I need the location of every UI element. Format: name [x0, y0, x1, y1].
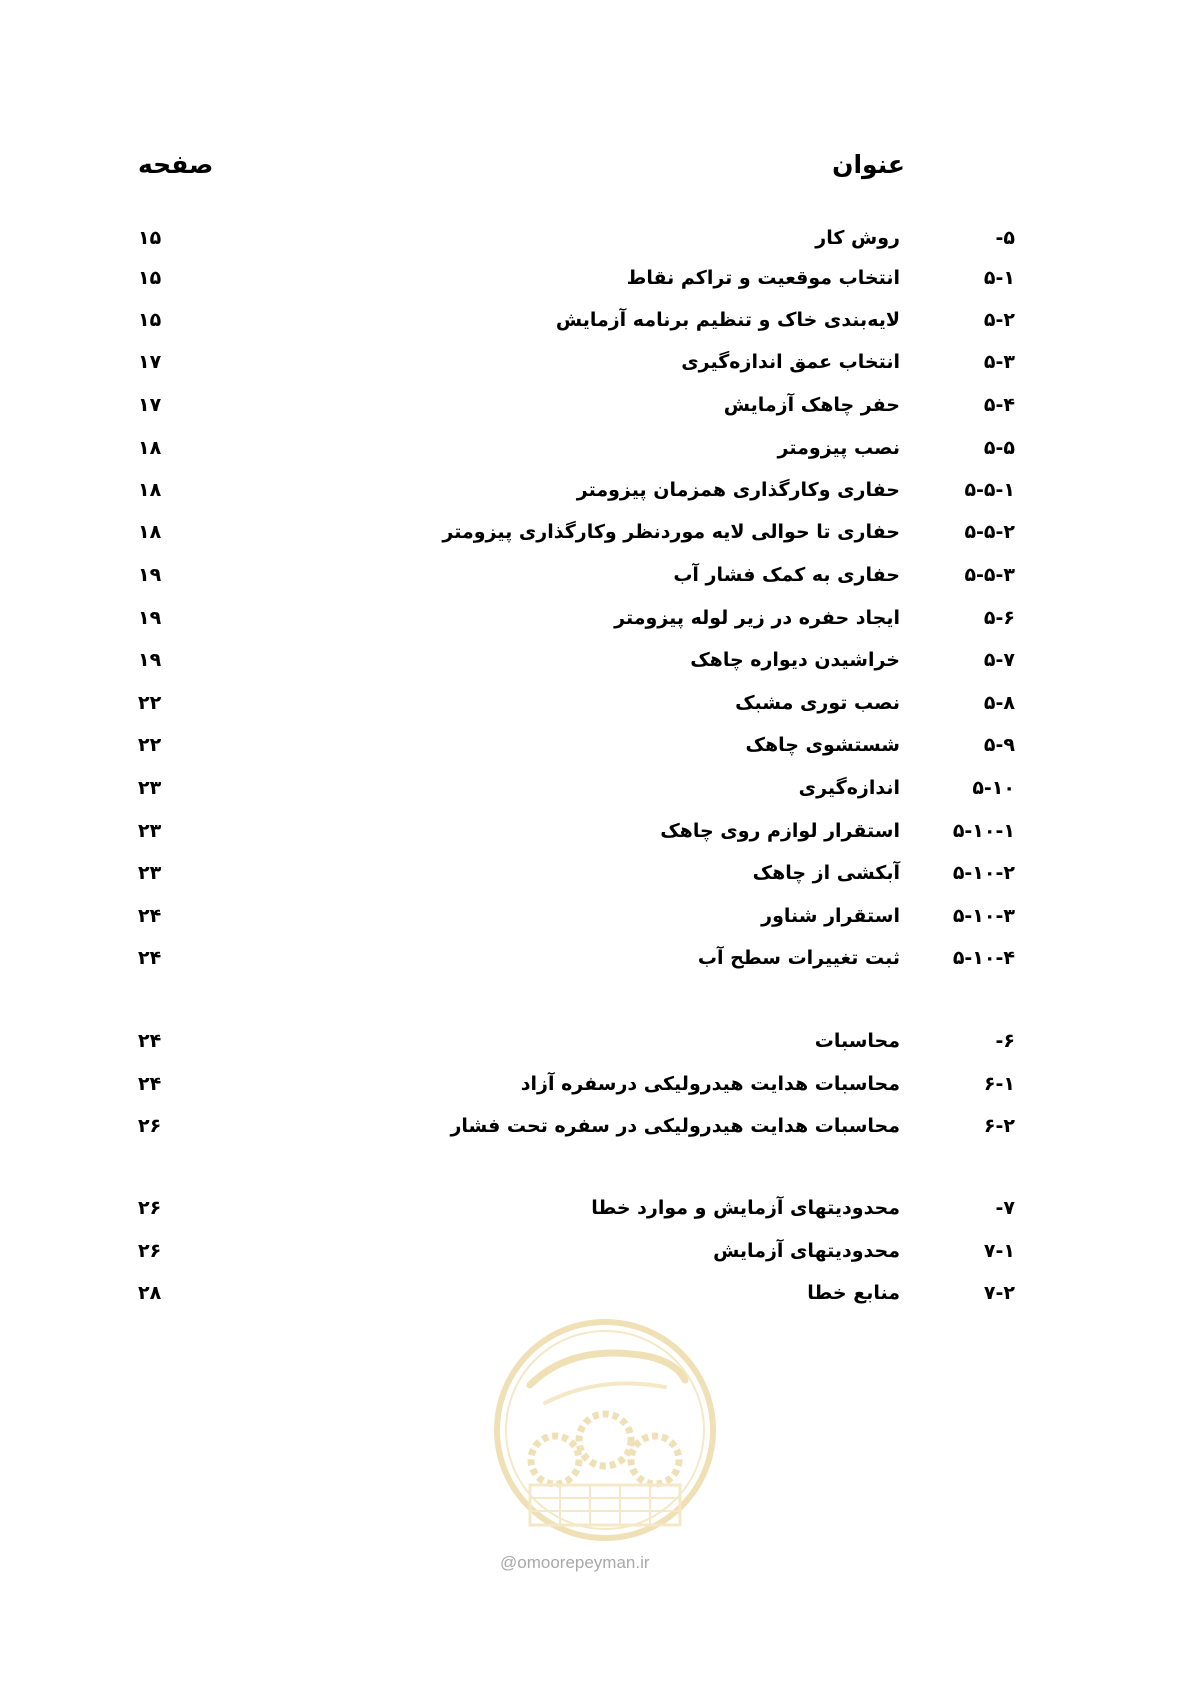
toc-section-number: ۶-۱ [983, 1073, 1015, 1095]
toc-entry[interactable] [0, 820, 1190, 864]
toc-page-number: ۲۴ [138, 905, 162, 927]
toc-page-number: ۲۸ [138, 1282, 162, 1304]
toc-page-number: ۲۴ [138, 1073, 162, 1095]
toc-section-title: محدودیتهای آزمایش و موارد خطا [591, 1197, 900, 1219]
toc-section-title: محدودیتهای آزمایش [713, 1240, 900, 1262]
toc-entry[interactable] [0, 521, 1190, 565]
column-header-title: عنوان [832, 150, 905, 179]
toc-section-title: ایجاد حفره در زیر لوله پیزومتر [614, 607, 900, 629]
toc-entry[interactable] [0, 351, 1190, 395]
toc-section-number: ۵-۱۰-۳ [952, 905, 1015, 927]
toc-section-title: حفاری به کمک فشار آب [673, 564, 900, 586]
toc-page-number: ۲۳ [138, 820, 162, 842]
toc-entry[interactable] [0, 862, 1190, 906]
toc-entry[interactable] [0, 437, 1190, 481]
toc-entry[interactable] [0, 1030, 1190, 1074]
toc-section-title: انتخاب عمق اندازه‌گیری [681, 351, 900, 373]
toc-section-title: محاسبات هدایت هیدرولیکی درسفره آزاد [520, 1073, 900, 1095]
toc-section-number: ۵-۴ [983, 394, 1015, 416]
toc-page-number: ۱۸ [138, 521, 162, 543]
watermark-logo-icon [490, 1315, 720, 1545]
toc-section-number: ۵-۶ [983, 607, 1015, 629]
toc-section-title: محاسبات هدایت هیدرولیکی در سفره تحت فشار [450, 1115, 900, 1137]
toc-entry[interactable] [0, 649, 1190, 693]
toc-page-number: ۲۳ [138, 862, 162, 884]
toc-page-number: ۱۹ [138, 649, 162, 671]
toc-section-title: اندازه‌گیری [798, 777, 900, 799]
toc-section-number: ۵-۱ [983, 267, 1015, 289]
toc-section-number: ۷- [995, 1197, 1015, 1219]
toc-entry[interactable] [0, 227, 1190, 271]
toc-section-title: انتخاب موقعیت و تراکم نقاط [626, 267, 900, 289]
toc-entry[interactable] [0, 905, 1190, 949]
toc-entry[interactable] [0, 734, 1190, 778]
toc-page-number: ۱۷ [138, 351, 162, 373]
toc-page-number: ۲۴ [138, 1030, 162, 1052]
toc-section-title: استقرار لوازم روی چاهک [660, 820, 900, 842]
toc-entry[interactable] [0, 947, 1190, 991]
toc-section-number: ۷-۲ [983, 1282, 1015, 1304]
toc-section-number: ۵-۵-۱ [964, 479, 1015, 501]
toc-section-number: ۵-۵-۲ [964, 521, 1015, 543]
toc-page-number: ۱۹ [138, 564, 162, 586]
toc-entry[interactable] [0, 607, 1190, 651]
toc-section-number: ۵-۱۰-۲ [952, 862, 1015, 884]
toc-page-number: ۱۵ [138, 227, 162, 249]
toc-section-title: نصب پیزومتر [777, 437, 900, 459]
toc-entry[interactable] [0, 1240, 1190, 1284]
toc-page-number: ۲۴ [138, 947, 162, 969]
toc-entry[interactable] [0, 1073, 1190, 1117]
toc-entry[interactable] [0, 394, 1190, 438]
toc-page-number: ۱۸ [138, 479, 162, 501]
column-header-page: صفحه [138, 150, 214, 179]
toc-section-title: نصب توری مشبک [735, 692, 900, 714]
watermark-url: @omoorepeyman.ir [500, 1553, 650, 1572]
toc-entry[interactable] [0, 1115, 1190, 1159]
toc-page-number: ۲۲ [138, 734, 162, 756]
toc-page-number: ۲۲ [138, 692, 162, 714]
toc-page-number: ۲۶ [138, 1240, 162, 1262]
toc-section-title: ثبت تغییرات سطح آب [697, 947, 900, 969]
toc-section-number: ۶-۲ [983, 1115, 1015, 1137]
toc-section-title: لایه‌بندی خاک و تنظیم برنامه آزمایش [555, 309, 900, 331]
toc-section-title: آبکشی از چاهک [752, 862, 900, 884]
toc-page-number: ۱۹ [138, 607, 162, 629]
toc-section-number: ۷-۱ [983, 1240, 1015, 1262]
toc-entry[interactable] [0, 267, 1190, 311]
toc-section-number: ۵-۱۰-۴ [952, 947, 1015, 969]
toc-section-number: ۵-۸ [983, 692, 1015, 714]
toc-page-number: ۱۵ [138, 267, 162, 289]
toc-section-number: ۵-۱۰ [972, 777, 1015, 799]
toc-section-title: خراشیدن دیواره چاهک [690, 649, 900, 671]
toc-page-number: ۱۸ [138, 437, 162, 459]
toc-section-title: حفاری تا حوالی لایه موردنظر وکارگذاری پیزومتر [442, 521, 900, 543]
toc-section-number: ۵-۹ [983, 734, 1015, 756]
toc-section-title: منابع خطا [807, 1282, 900, 1304]
toc-section-title: استقرار شناور [761, 905, 900, 927]
toc-section-number: ۵- [995, 227, 1015, 249]
toc-page-number: ۲۶ [138, 1197, 162, 1219]
toc-entry[interactable] [0, 777, 1190, 821]
toc-entry[interactable] [0, 479, 1190, 523]
toc-entry[interactable] [0, 564, 1190, 608]
toc-entry[interactable] [0, 692, 1190, 736]
toc-section-title: محاسبات [814, 1030, 900, 1052]
toc-page-number: ۱۵ [138, 309, 162, 331]
toc-entry[interactable] [0, 309, 1190, 353]
toc-entry[interactable] [0, 1197, 1190, 1241]
toc-page-number: ۲۶ [138, 1115, 162, 1137]
toc-section-number: ۶- [995, 1030, 1015, 1052]
toc-section-number: ۵-۱۰-۱ [952, 820, 1015, 842]
toc-section-number: ۵-۲ [983, 309, 1015, 331]
toc-section-number: ۵-۳ [983, 351, 1015, 373]
toc-section-number: ۵-۷ [983, 649, 1015, 671]
toc-section-title: حفر چاهک آزمایش [723, 394, 900, 416]
toc-section-number: ۵-۵ [983, 437, 1015, 459]
toc-section-title: حفاری وکارگذاری همزمان پیزومتر [576, 479, 900, 501]
toc-section-title: روش کار [815, 227, 900, 249]
toc-section-title: شستشوی چاهک [745, 734, 900, 756]
toc-page-number: ۲۳ [138, 777, 162, 799]
toc-section-number: ۵-۵-۳ [964, 564, 1015, 586]
toc-page-number: ۱۷ [138, 394, 162, 416]
